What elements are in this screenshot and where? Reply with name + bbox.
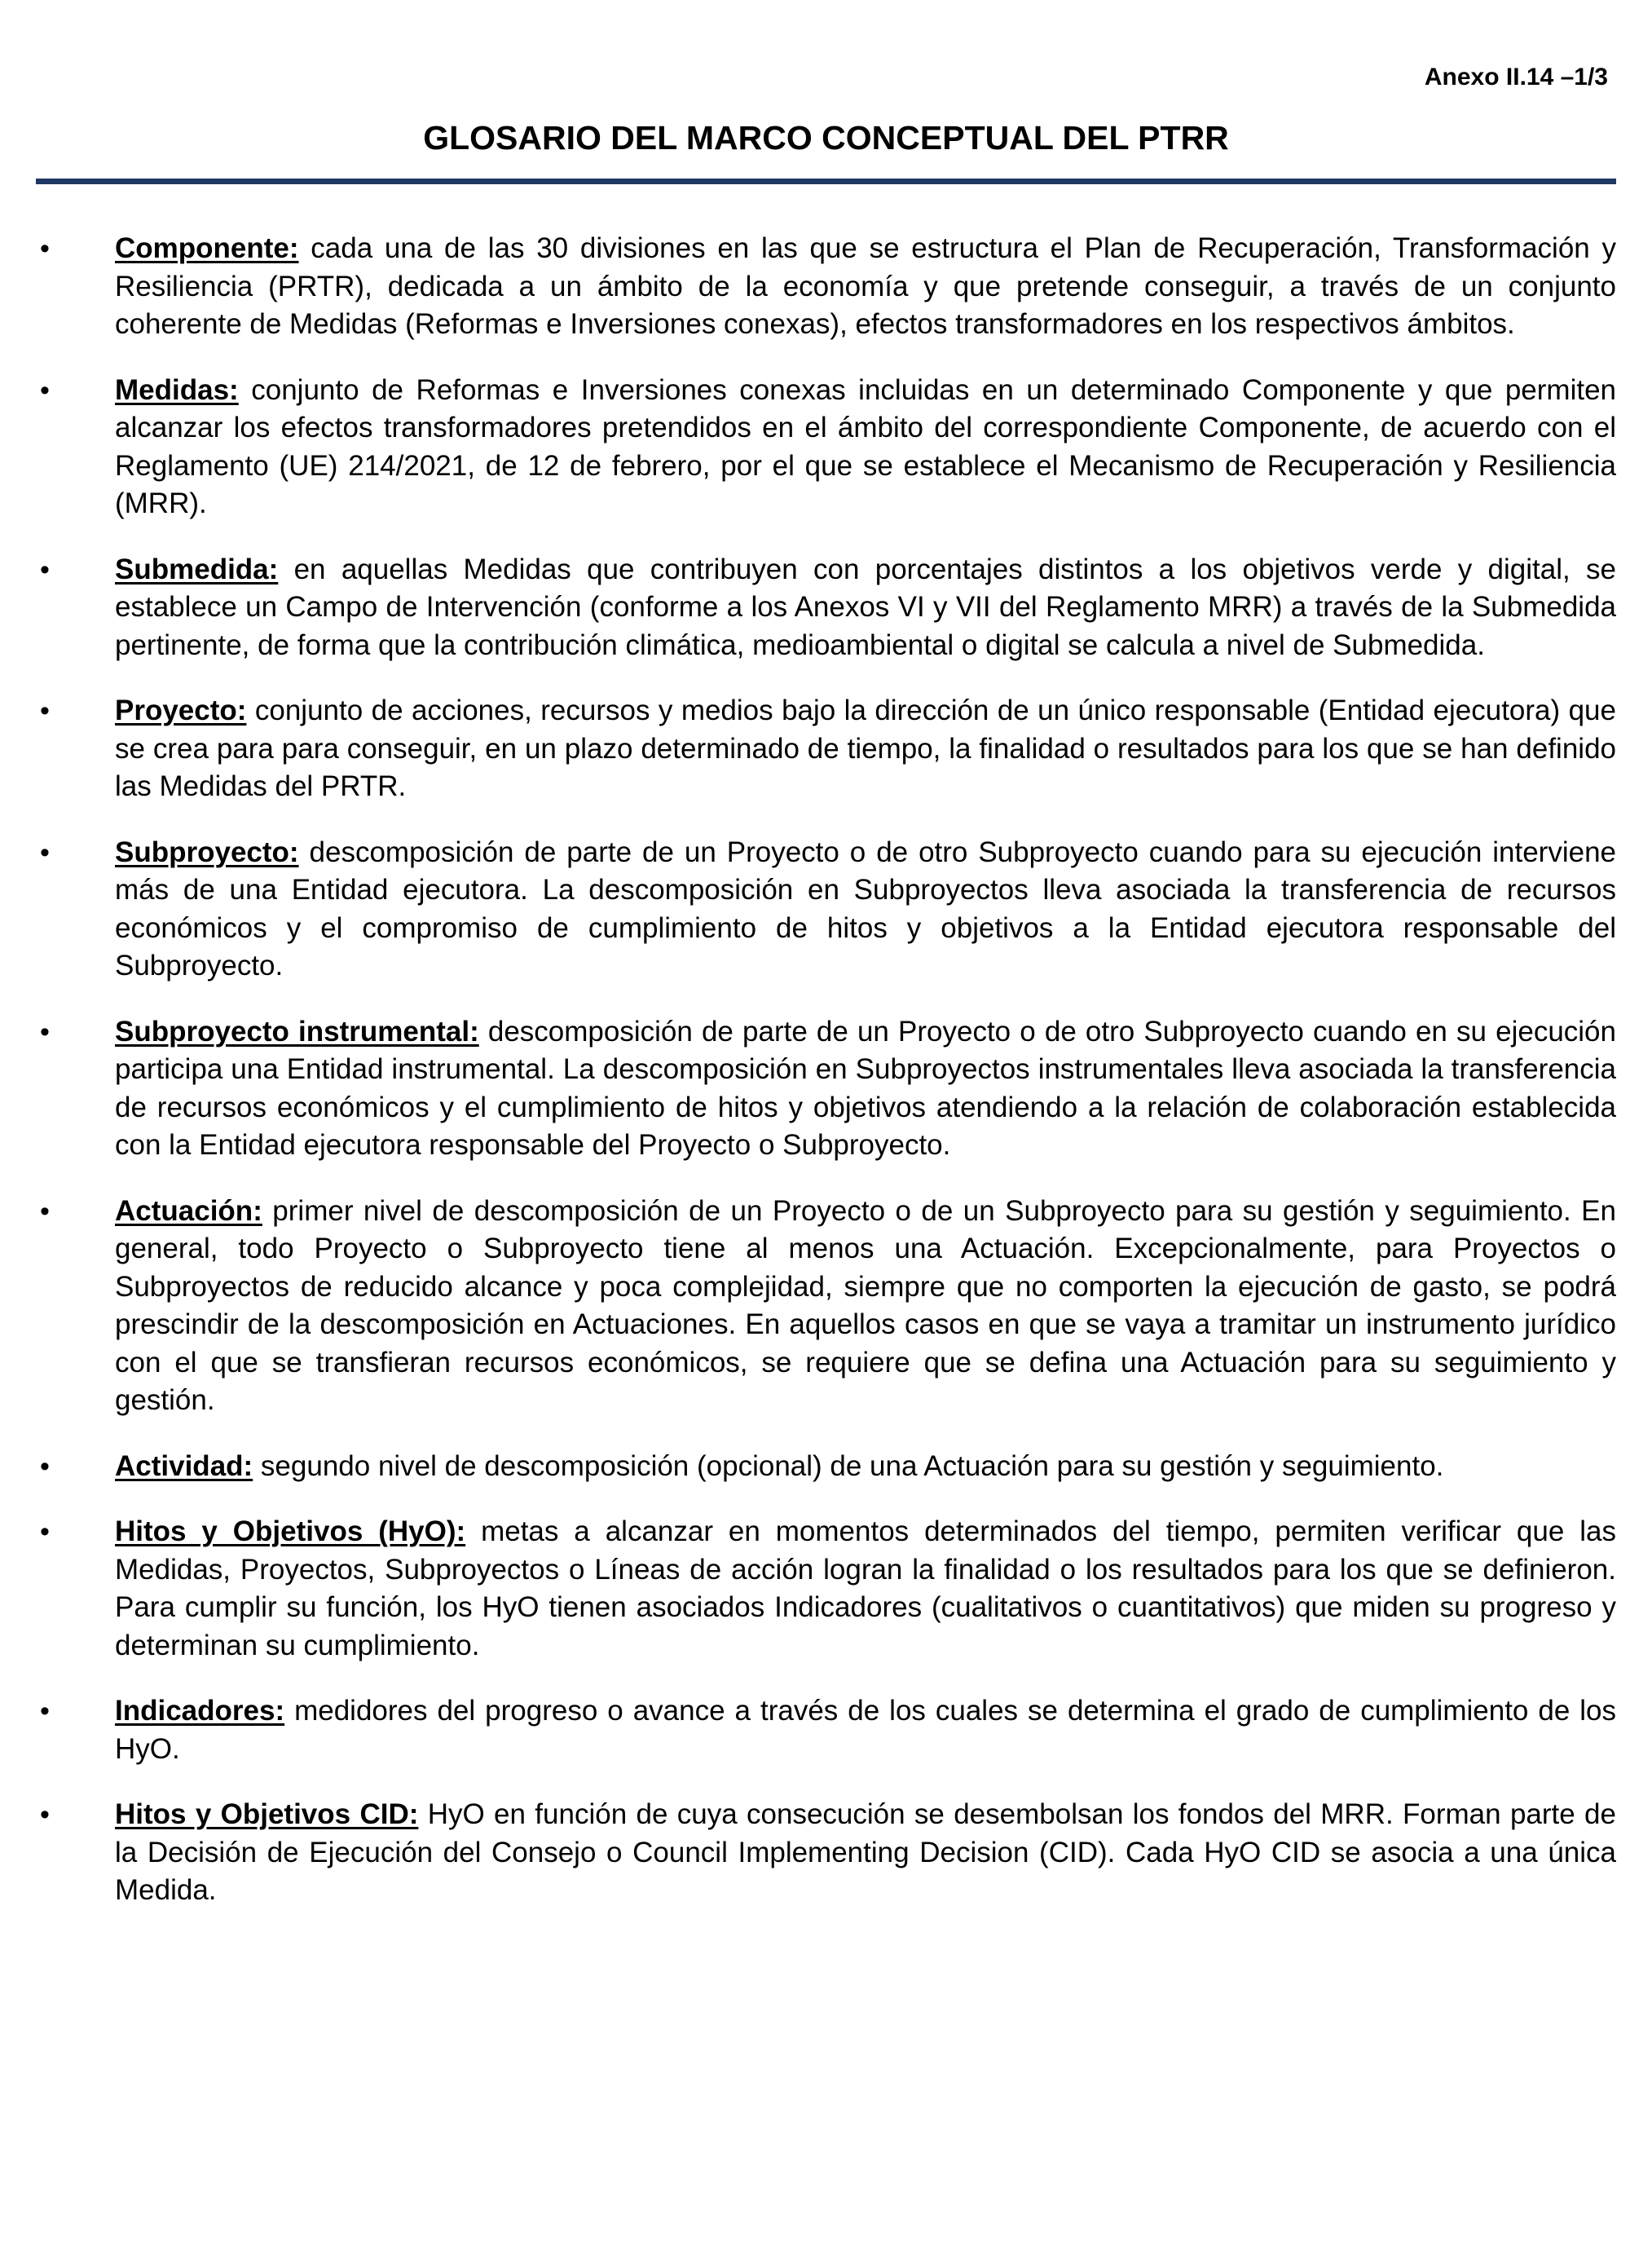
glossary-term: Proyecto: — [115, 695, 247, 726]
bullet-icon: • — [40, 695, 50, 726]
glossary-entry-actividad — [0, 1448, 1652, 1486]
bullet-icon: • — [40, 1799, 50, 1830]
glossary-list — [0, 230, 1652, 1938]
glossary-entry-proyecto — [0, 692, 1652, 806]
glossary-term: Actuación: — [115, 1194, 262, 1227]
glossary-term: Indicadores: — [115, 1695, 285, 1727]
entry-text — [115, 1513, 1616, 1665]
bullet-icon: • — [40, 1696, 50, 1727]
glossary-definition: medidores del progreso o avance a través de los cuales se determina el grado de cumplimiento de los HyO. — [115, 1695, 1616, 1765]
glossary-entry-submedida — [0, 551, 1652, 665]
glossary-definition: descomposición de parte de un Proyecto o de otro Subproyecto cuando en su ejecución participa una Entidad instrumental. La descomposición en Subproyectos instrumentales lleva asociada la transferencia de recursos económicos y el cumplimiento de hitos y objetivos atendiendo a la relación de colaboración establecida con la Entidad ejecutora responsable del Proyecto o Subproyecto. — [115, 1015, 1616, 1161]
glossary-entry-subproyecto-instrumental — [0, 1013, 1652, 1165]
glossary-entry-componente — [0, 230, 1652, 344]
annex-label: Anexo II.14 –1/3 — [1424, 64, 1608, 90]
glossary-definition: metas a alcanzar en momentos determinados del tiempo, permiten verificar que las Medidas, Proyectos, Subproyectos o Líneas de acción logran la finalidad o los resultados para los que se definieron. Para cumplir su función, los HyO tienen asociados Indicadores (cualitativos o cuantitativos) que miden su progreso y determinan su cumplimiento. — [115, 1515, 1616, 1661]
glossary-term: Hitos y Objetivos (HyO): — [115, 1515, 466, 1547]
glossary-definition: primer nivel de descomposición de un Proyecto o de un Subproyecto para su gestión y seguimiento. En general, todo Proyecto o Subproyecto tiene al menos una Actuación. Excepcionalmente, para Proyectos o Subproyectos de reducido alcance y poca complejidad, siempre que no comporten la ejecución de gasto, se podrá prescindir de la descomposición en Actuaciones. En aquellos casos en que se vaya a tramitar un instrumento jurídico con el que se transfieran recursos económicos, se requiere que se defina una Actuación para su seguimiento y gestión. — [115, 1194, 1616, 1416]
glossary-term: Actividad: — [115, 1449, 253, 1482]
glossary-definition: en aquellas Medidas que contribuyen con porcentajes distintos a los objetivos verde y digital, se establece un Campo de Intervención (conforme a los Anexos VI y VII del Reglamento MRR) a través de la Submedida pertinente, de forma que la contribución climática, medioambiental o digital se calcula a nivel de Submedida. — [115, 553, 1616, 661]
glossary-definition: cada una de las 30 divisiones en las que se estructura el Plan de Recuperación, Transformación y Resiliencia (PRTR), dedicada a un ámbito de la economía y que pretende conseguir, a través de un conjunto coherente de Medidas (Reformas e Inversiones conexas), efectos transformadores en los respectivos ámbitos. — [115, 232, 1616, 340]
entry-text — [115, 1448, 1616, 1486]
glossary-definition: conjunto de Reformas e Inversiones conexas incluidas en un determinado Componente y que permiten alcanzar los efectos transformadores pretendidos en el ámbito del correspondiente Componente, de acuerdo con el Reglamento (UE) 214/2021, de 12 de febrero, por el que se establece el Mecanismo de Recuperación y Resiliencia (MRR). — [115, 373, 1616, 519]
entry-text — [115, 551, 1616, 665]
entry-text — [115, 1796, 1616, 1910]
entry-text — [115, 1692, 1616, 1768]
glossary-term: Subproyecto instrumental: — [115, 1015, 479, 1048]
glossary-entry-hitos-y-objetivos — [0, 1513, 1652, 1665]
bullet-icon: • — [40, 233, 50, 264]
entry-text — [115, 692, 1616, 806]
page-header — [0, 0, 1652, 196]
glossary-term: Subproyecto: — [115, 836, 299, 868]
entry-text — [115, 1013, 1616, 1165]
glossary-definition: descomposición de parte de un Proyecto o de otro Subproyecto cuando para su ejecución interviene más de una Entidad ejecutora. La descomposición en Subproyectos lleva asociada la transferencia de recursos económicos y el compromiso de cumplimiento de hitos y objetivos a la Entidad ejecutora responsable del Subproyecto. — [115, 836, 1616, 982]
header-divider — [36, 179, 1616, 184]
glossary-term: Submedida: — [115, 553, 279, 585]
bullet-icon: • — [40, 554, 50, 585]
entry-text — [115, 230, 1616, 344]
glossary-term: Componente: — [115, 232, 299, 264]
bullet-icon: • — [40, 1450, 50, 1482]
bullet-icon: • — [40, 1516, 50, 1547]
bullet-icon: • — [40, 1016, 50, 1048]
glossary-entry-actuacion — [0, 1193, 1652, 1420]
bullet-icon: • — [40, 836, 50, 868]
bullet-icon: • — [40, 374, 50, 406]
entry-text — [115, 834, 1616, 986]
glossary-definition: conjunto de acciones, recursos y medios bajo la dirección de un único responsable (Entidad ejecutora) que se crea para para conseguir, en un plazo determinado de tiempo, la finalidad o resultados para los que se han definido las Medidas del PRTR. — [115, 695, 1616, 802]
document-title: GLOSARIO DEL MARCO CONCEPTUAL DEL PTRR — [423, 119, 1229, 157]
glossary-definition: HyO en función de cuya consecución se desembolsan los fondos del MRR. Forman parte de la Decisión de Ejecución del Consejo o Council Implementing Decision (CID). Cada HyO CID se asocia a una única Medida. — [115, 1798, 1616, 1906]
entry-text — [115, 1193, 1616, 1420]
glossary-entry-indicadores — [0, 1692, 1652, 1768]
entry-text — [115, 372, 1616, 523]
glossary-entry-subproyecto — [0, 834, 1652, 986]
glossary-entry-medidas — [0, 372, 1652, 523]
glossary-definition: segundo nivel de descomposición (opcional) de una Actuación para su gestión y seguimiento. — [253, 1449, 1444, 1482]
glossary-term: Medidas: — [115, 373, 239, 406]
glossary-term: Hitos y Objetivos CID: — [115, 1798, 419, 1830]
bullet-icon: • — [40, 1195, 50, 1227]
glossary-entry-hitos-y-objetivos-cid — [0, 1796, 1652, 1910]
